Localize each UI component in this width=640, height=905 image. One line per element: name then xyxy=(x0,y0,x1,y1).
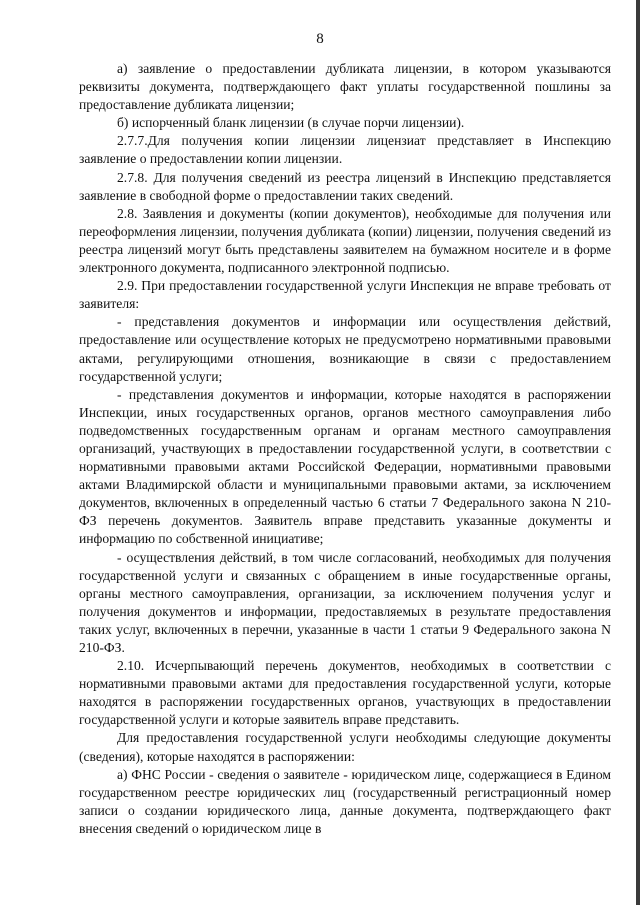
paragraph: - представления документов и информации или осуществления действий, предоставление или осуществление которых не предусмотрено нормативными правовыми актами, регулирующими отношения, возникающие в связи с предоставлением государственной услуги; xyxy=(79,314,611,384)
paragraph: 2.9. При предоставлении государственной услуги Инспекция не вправе требовать от заявителя: xyxy=(79,278,611,312)
paragraph: 2.7.8. Для получения сведений из реестра лицензий в Инспекцию представляется заявление в свободной форме о предоставлении таких сведений. xyxy=(79,169,611,203)
paragraph: - осуществления действий, в том числе согласований, необходимых для получения государственной услуги и связанных с обращением в иные государственные органы, органы местного самоуправления, организации, за исключением получения услуг и получения документов и информации, предоставляемых в результате предоставления таких услуг, включенных в перечни, указанные в части 1 статьи 9 Федерального закона N 210-ФЗ. xyxy=(79,549,611,655)
paragraph: - представления документов и информации, которые находятся в распоряжении Инспекции, иных государственных органов, органов местного самоуправления либо подведомственных государственным органам и органам местного самоуправления организаций, участвующих в предоставлении государственной услуги, в соответствии с нормативными правовыми актами Российской Федерации, нормативными правовыми актами Владимирской области и муниципальными правовыми актами, за исключением документов, включенных в определенный частью 6 статьи 7 Федерального закона N 210-ФЗ перечень документов. Заявитель вправе представить указанные документы и информацию по собственной инициативе; xyxy=(79,386,611,547)
paragraph: а) ФНС России - сведения о заявителе - юридическом лице, содержащиеся в Едином государственном реестре юридических лиц (государственный регистрационный номер записи о создании юридического лица, данные документа, подтверждающего факт внесения сведений о юридическом лице в xyxy=(79,766,611,836)
scan-edge xyxy=(636,0,640,905)
document-body xyxy=(79,60,611,838)
paragraph: 2.8. Заявления и документы (копии документов), необходимые для получения или переоформления лицензии, получения дубликата (копии) лицензии, получения сведений из реестра лицензий могут быть представлены заявителем на бумажном носителе и в форме электронного документа, подписанного электронной подписью. xyxy=(79,205,611,276)
paragraph: а) заявление о предоставлении дубликата лицензии, в котором указываются реквизиты документа, подтверждающего факт уплаты государственной пошлины за предоставление дубликата лицензии; xyxy=(79,61,611,113)
page-number: 8 xyxy=(316,31,324,47)
paragraph: б) испорченный бланк лицензии (в случае порчи лицензии). xyxy=(117,115,465,131)
paragraph: 2.7.7.Для получения копии лицензии лицензиат представляет в Инспекцию заявление о предоставлении копии лицензии. xyxy=(79,133,611,167)
paragraph: Для предоставления государственной услуги необходимы следующие документы (сведения), которые находятся в распоряжении: xyxy=(79,730,611,764)
paragraph: 2.10. Исчерпывающий перечень документов, необходимых в соответствии с нормативными правовыми актами для предоставления государственной услуги, которые находятся в распоряжении государственных органов, участвующих в предоставлении государственной услуги и которые заявитель вправе представить. xyxy=(79,658,611,728)
